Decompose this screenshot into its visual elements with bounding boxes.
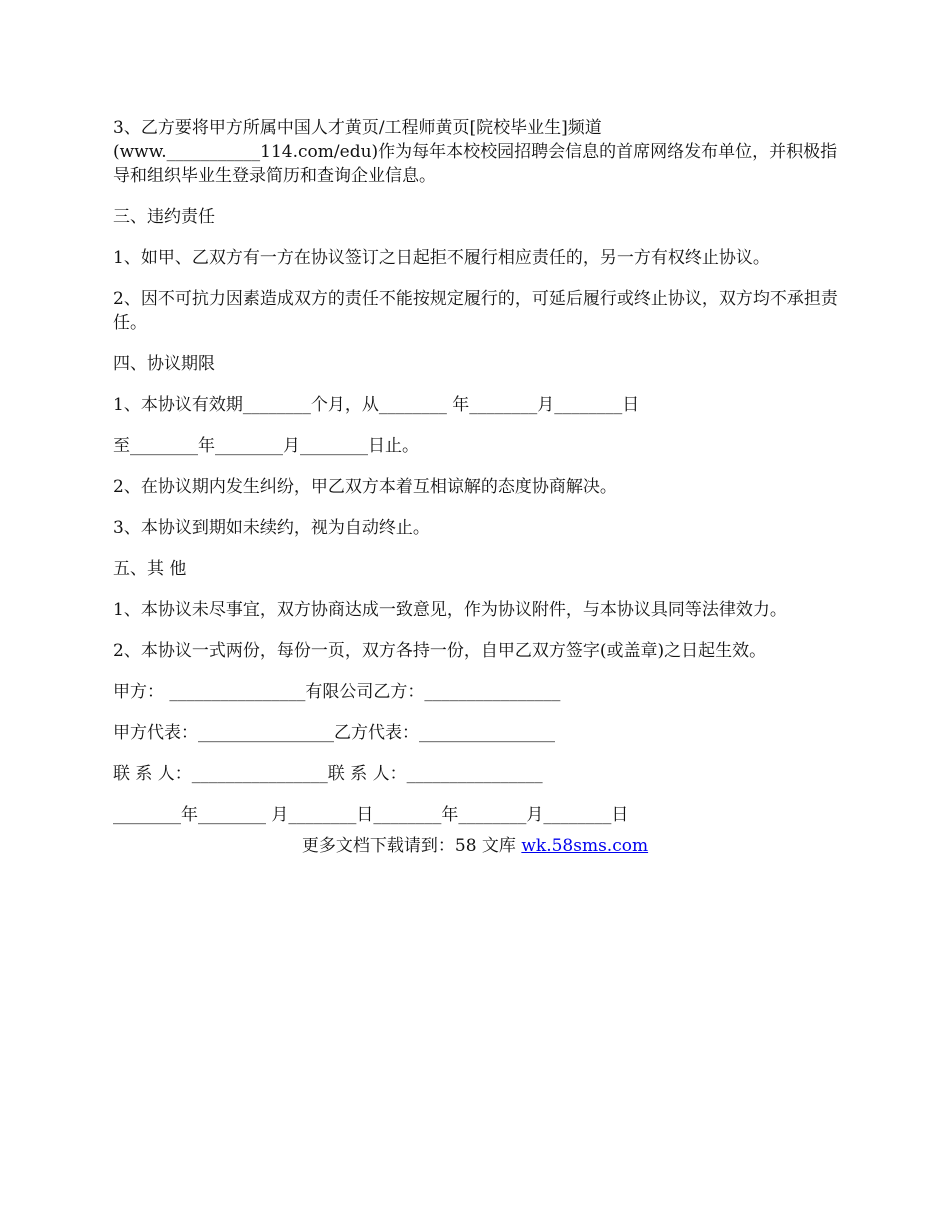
clause-term-1: 1、本协议有效期________个月，从________ 年________月________日	[113, 395, 640, 415]
clause-term-1-end: 至________年________月________日止。	[113, 436, 419, 456]
clause-breach-2: 2、因不可抗力因素造成双方的责任不能按规定履行的，可延后履行或终止协议，双方均不承担责任。	[113, 289, 838, 333]
section-heading-other: 五、其 他	[113, 559, 187, 579]
footer-prefix-text: 更多文档下载请到：58 文库	[301, 836, 522, 856]
clause-breach-1: 1、如甲、乙双方有一方在协议签订之日起拒不履行相应责任的，另一方有权终止协议。	[113, 248, 770, 268]
signature-date-line: ________年________ 月________日________年________月________日	[113, 805, 629, 825]
signature-party-line: 甲方： ________________有限公司乙方：________________	[113, 682, 561, 702]
footer-link[interactable]: wk.58sms.com	[521, 836, 649, 856]
section-heading-breach: 三、违约责任	[113, 207, 215, 227]
document-body	[113, 116, 843, 844]
signature-representative-line: 甲方代表：________________乙方代表：________________	[113, 723, 555, 743]
download-footer	[0, 834, 950, 858]
section-heading-term: 四、协议期限	[113, 354, 215, 374]
clause-term-2: 2、在协议期内发生纠纷，甲乙双方本着互相谅解的态度协商解决。	[113, 477, 617, 497]
signature-contact-line: 联 系 人：________________联 系 人：________________	[113, 764, 543, 784]
clause-other-1: 1、本协议未尽事宜，双方协商达成一致意见，作为协议附件，与本协议具同等法律效力。	[113, 600, 787, 620]
clause-term-3: 3、本协议到期如未续约，视为自动终止。	[113, 518, 430, 538]
clause-other-2: 2、本协议一式两份，每份一页，双方各持一份，自甲乙双方签字(或盖章)之日起生效。	[113, 641, 767, 661]
clause-3-website: 3、乙方要将甲方所属中国人才黄页/工程师黄页[院校毕业生]频道 (www.___________114.com/edu)作为每年本校校园招聘会信息的首席网络发布单位，并积极指导和组织毕业生登录简历和查询企业信息。	[113, 118, 838, 186]
